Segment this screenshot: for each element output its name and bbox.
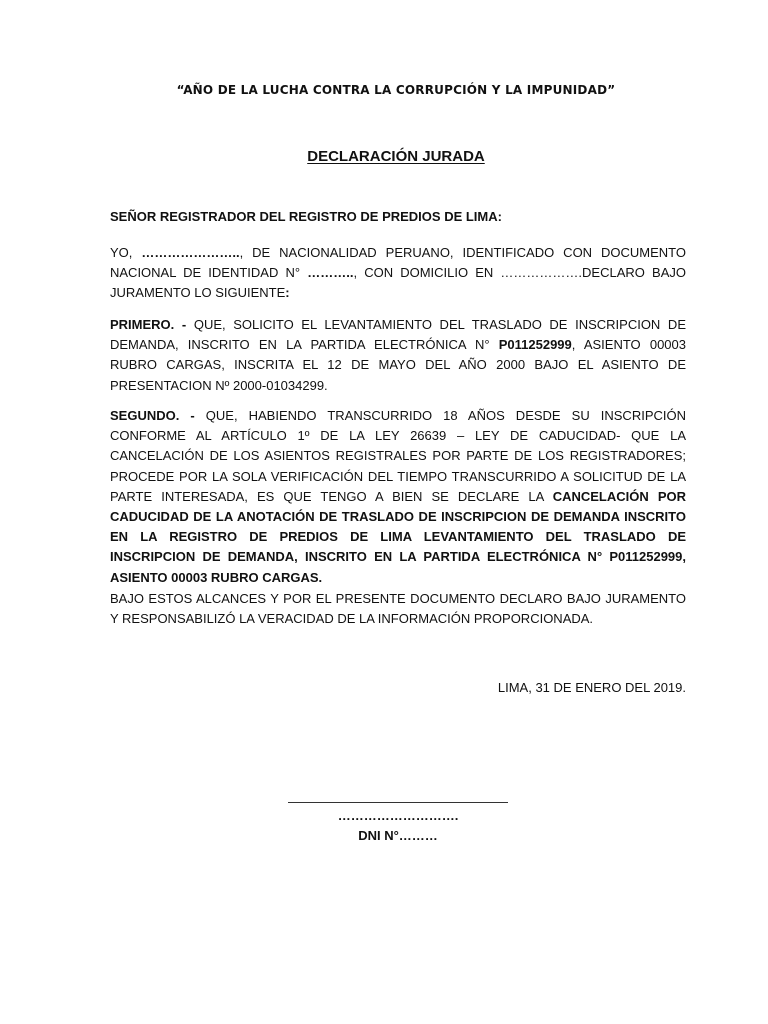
signature-name-blank: ………………………. [337,808,459,823]
signature-line [288,802,508,803]
intro-text-1: YO, [110,245,142,260]
primero-text-2: , ASIENTO 00003 RUBRO CARGAS, INSCRITA EL 12 DE MAYO DEL AÑO 2000 BAJO EL ASIENTO DE PRESENTACION Nº 2000-01034299. [110,337,686,393]
primero-paragraph [110,315,686,396]
segundo-text-1: QUE, HABIENDO TRANSCURRIDO 18 AÑOS DESDE SU INSCRIPCIÓN CONFORME AL ARTÍCULO 1º DE LA LEY 26639 – LEY DE CADUCIDAD- QUE LA CANCELACIÓN DE LOS ASIENTOS REGISTRALES POR PARTE DE LOS REGISTRADORES; PROCEDE POR LA SOLA VERIFICACIÓN DEL TIEMPO TRANSCURRIDO A SOLICITUD DE LA PARTE INTERESADA, ES QUE TENGO A BIEN SE DECLARE LA [110,408,686,504]
intro-colon: : [285,285,290,301]
partida-number: P011252999 [498,337,572,353]
primero-label: PRIMERO. - [110,317,187,332]
place-and-date: LIMA, 31 DE ENERO DEL 2019. [497,680,686,695]
document-title: DECLARACIÓN JURADA [307,148,485,165]
segundo-label: SEGUNDO. - [110,408,195,423]
intro-paragraph [110,243,686,304]
addressee: SEÑOR REGISTRADOR DEL REGISTRO DE PREDIOS DE LIMA: [110,209,502,224]
primero-text-1: QUE, SOLICITO EL LEVANTAMIENTO DEL TRASLADO DE INSCRIPCION DE DEMANDA, INSCRITO EN LA PARTIDA ELECTRÓNICA N° [110,317,686,353]
name-blank: ………………….. [141,245,240,260]
intro-text-3: , CON DOMICILIO EN ……………….DECLARO BAJO JURAMENTO LO SIGUIENTE [110,265,686,301]
segundo-paragraph [110,406,686,588]
signature-dni: DNI N°……… [358,828,438,843]
closing-paragraph: BAJO ESTOS ALCANCES Y POR EL PRESENTE DOCUMENTO DECLARO BAJO JURAMENTO Y RESPONSABILIZÓ LA VERACIDAD DE LA INFORMACIÓN PROPORCIONADA. [110,591,686,627]
intro-text-2: , DE NACIONALIDAD PERUANO, IDENTIFICADO CON DOCUMENTO NACIONAL DE IDENTIDAD N° [110,245,686,281]
segundo-bold-text: CANCELACIÓN POR CADUCIDAD DE LA ANOTACIÓN DE TRASLADO DE INSCRIPCION DE DEMANDA INSCRITO EN LA REGISTRO DE PREDIOS DE LIMA LEVANTAMIENTO DEL TRASLADO DE INSCRIPCION DE DEMANDA, INSCRITO EN LA PARTIDA ELECTRÓNICA N° P011252999, ASIENTO 00003 RUBRO CARGAS. [110,488,686,585]
year-motto: “AÑO DE LA LUCHA CONTRA LA CORRUPCIÓN Y LA IMPUNIDAD” [176,83,616,97]
dni-blank: ……….. [307,265,354,281]
